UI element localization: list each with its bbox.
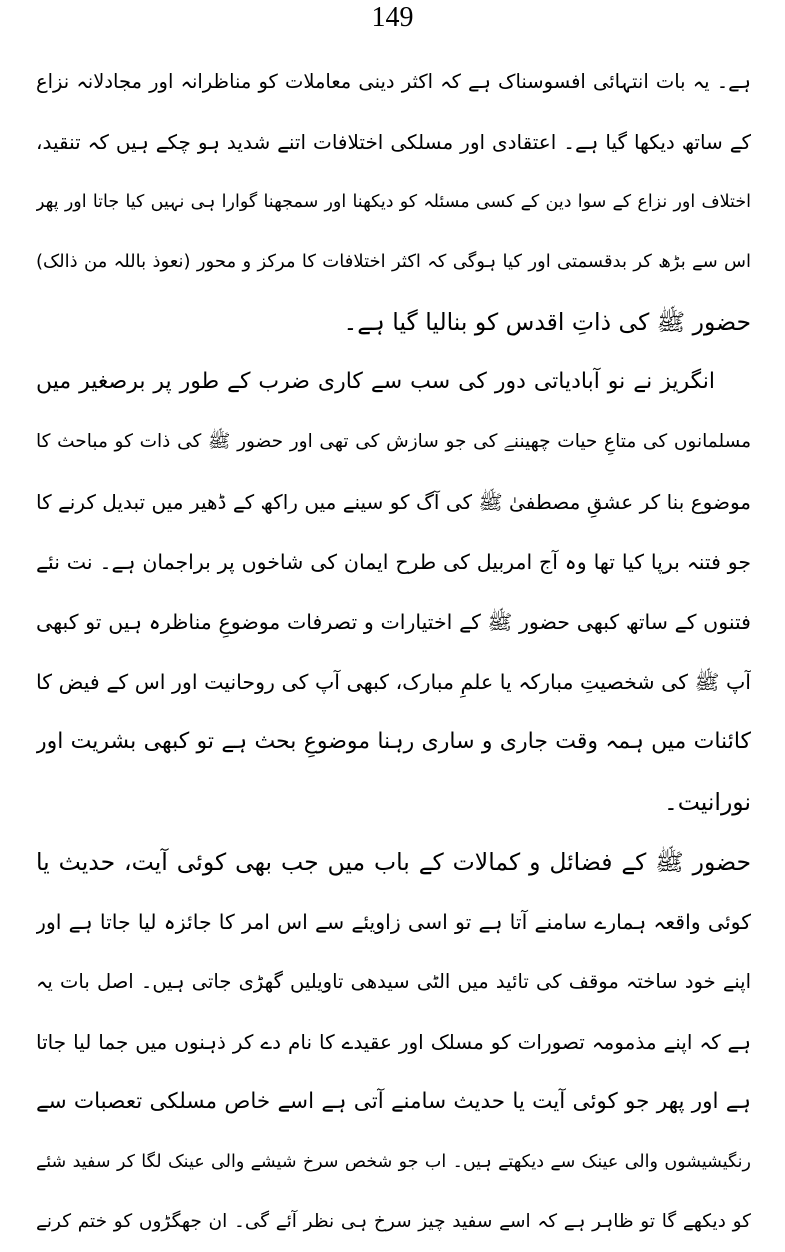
text-line: اس سے بڑھ کر بدقسمتی اور کیا ہوگی کہ اکثر اختلافات کا مرکز و محور (نعوذ باللہ من ذالک) (36, 251, 751, 272)
text-line: کوئی واقعہ ہمارے سامنے آتا ہے تو اسی زاویئے سے اس امر کا جائزہ لیا جاتا ہے اور (36, 910, 751, 934)
text-line: حضور ﷺ کے فضائل و کمالات کے باب میں جب بھی کوئی آیت، حدیث یا (36, 848, 751, 876)
text-line: فتنوں کے ساتھ کبھی حضور ﷺ کے اختیارات و تصرفات موضوعِ مناظرہ ہیں تو کبھی (36, 610, 751, 634)
text-line: آپ ﷺ کی شخصیتِ مبارکہ یا علمِ مبارک، کبھی آپ کی روحانیت اور اس کے فیض کا (36, 670, 751, 694)
text-line: ہے اور پھر جو کوئی آیت یا حدیث سامنے آتی ہے اسے خاص مسلکی تعصبات سے (36, 1089, 751, 1114)
text-line: اپنے خود ساختہ موقف کی تائید میں الٹی سیدھی تاویلیں گھڑی جاتی ہیں۔ اصل بات یہ (36, 970, 751, 993)
text-line: رنگیشیشوں والی عینک سے دیکھتے ہیں۔ اب جو شخص سرخ شیشے والی عینک لگا کر سفید شئے (36, 1152, 751, 1172)
text-line: ہے۔ یہ بات انتہائی افسوسناک ہے کہ اکثر دینی معاملات کو مناظرانہ اور مجادلانہ نزاع (36, 70, 751, 93)
text-line: جو فتنہ برپا کیا تھا وہ آج امربیل کی طرح ایمان کی شاخوں پر براجمان ہے۔ نت نئے (36, 550, 751, 574)
text-line: مسلمانوں کی متاعِ حیات چھیننے کی جو سازش کی تھی اور حضور ﷺ کی ذات کو مباحث کا (36, 431, 751, 452)
text-line: حضور ﷺ کی ذاتِ اقدس کو بنالیا گیا ہے۔ (343, 308, 751, 336)
text-line: ہے کہ اپنے مذمومہ تصورات کو مسلک اور عقیدے کا نام دے کر ذہنوں میں جما لیا جاتا (36, 1030, 751, 1054)
text-line: انگریز نے نو آبادیاتی دور کی سب سے کاری ضرب کے طور پر برصغیر میں (36, 369, 715, 394)
text-line: اختلاف اور نزاع کے سوا دین کے کسی مسئلہ کو دیکھنا اور سمجھنا گوارا ہی نہیں کیا جاتا اور پھر (36, 192, 751, 212)
body-text (36, 52, 751, 1252)
text-line: نورانیت۔ (663, 788, 751, 816)
text-line: موضوع بنا کر عشقِ مصطفیٰ ﷺ کی آگ کو سینے میں راکھ کے ڈھیر میں تبدیل کرنے کا (36, 490, 751, 514)
text-line: کائنات میں ہمہ وقت جاری و ساری رہنا موضوعِ بحث ہے تو کبھی بشریت اور (36, 729, 751, 754)
text-line: کے ساتھ دیکھا گیا ہے۔ اعتقادی اور مسلکی اختلافات اتنے شدید ہو چکے ہیں کہ تنقید، (36, 130, 751, 154)
page-number: 149 (371, 2, 414, 33)
text-line: کو دیکھے گا تو ظاہر ہے کہ اسے سفید چیز سرخ ہی نظر آئے گی۔ ان جھگڑوں کو ختم کرنے (36, 1211, 751, 1232)
